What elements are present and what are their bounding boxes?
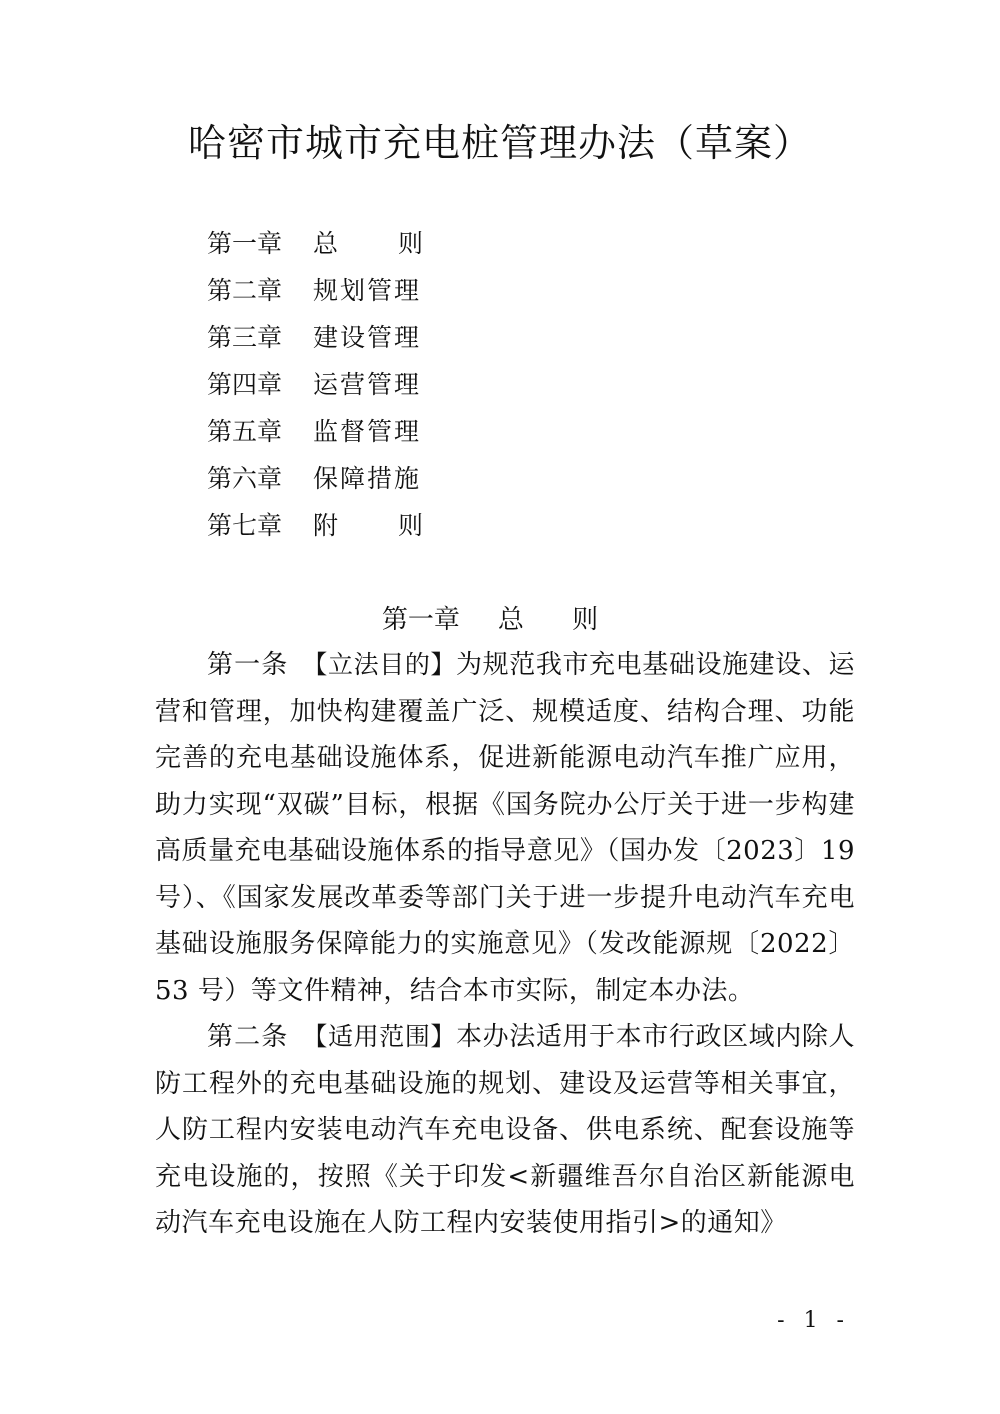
toc-chapter-number: 第三章: [207, 323, 283, 352]
toc-item-chapter-2: [207, 267, 449, 314]
toc-chapter-name: 监督管理: [313, 417, 422, 446]
toc-chapter-name: 总 则: [313, 229, 449, 258]
article-number: 第二条: [207, 1022, 289, 1052]
toc-chapter-number: 第五章: [207, 417, 283, 446]
toc-chapter-number: 第七章: [207, 511, 283, 540]
toc-chapter-number: 第六章: [207, 464, 283, 493]
chapter-heading-name: 总 则: [497, 605, 619, 635]
article-keyword: 【适用范围】: [314, 1022, 457, 1051]
toc-chapter-name: 附 则: [313, 511, 449, 540]
toc-item-chapter-3: [207, 314, 449, 361]
toc-chapter-name: 保障措施: [313, 464, 422, 493]
toc-item-chapter-6: [207, 455, 449, 502]
chapter-heading: [0, 596, 1000, 644]
article-text: 为规范我市充电基础设施建设、运营和管理，加快构建覆盖广泛、规模适度、结构合理、功能完善的充电基础设施体系，促进新能源电动汽车推广应用，助力实现“双碳”目标，根据《国务院办公厅关于进一步构建高质量充电基础设施体系的指导意见》（国办发〔2023〕19 号）、《国家发展改革委等部门关于进一步提升电动汽车充电基础设施服务保障能力的实施意见》（发改能源规〔2022〕53 号）等文件精神，结合本市实际，制定本办法。: [155, 650, 855, 1006]
article-paragraph: [155, 1014, 855, 1247]
page-number: - 1 -: [777, 1308, 850, 1333]
toc-chapter-number: 第二章: [207, 276, 283, 305]
toc-chapter-number: 第一章: [207, 229, 283, 258]
document-body: [155, 642, 855, 1247]
toc-item-chapter-4: [207, 361, 449, 408]
document-title: 哈密市城市充电桩管理办法（草案）: [187, 121, 812, 165]
article-paragraph: [155, 642, 855, 1014]
chapter-heading-number: 第一章: [381, 605, 460, 635]
toc-chapter-name: 运营管理: [313, 370, 422, 399]
article-keyword: 【立法目的】: [314, 650, 457, 679]
toc-chapter-number: 第四章: [207, 370, 283, 399]
toc-item-chapter-1: [207, 220, 449, 267]
article-number: 第一条: [207, 650, 289, 680]
toc-chapter-name: 建设管理: [313, 323, 422, 352]
toc-chapter-name: 规划管理: [313, 276, 422, 305]
toc-item-chapter-5: [207, 408, 449, 455]
toc-item-chapter-7: [207, 502, 449, 549]
article-text: 本办法适用于本市行政区域内除人防工程外的充电基础设施的规划、建设及运营等相关事宜，人防工程内安装电动汽车充电设备、供电系统、配套设施等充电设施的，按照《关于印发<新疆维吾尔自治区新能源电动汽车充电设施在人防工程内安装使用指引>的通知》: [155, 1022, 855, 1238]
table-of-contents: [207, 220, 449, 549]
